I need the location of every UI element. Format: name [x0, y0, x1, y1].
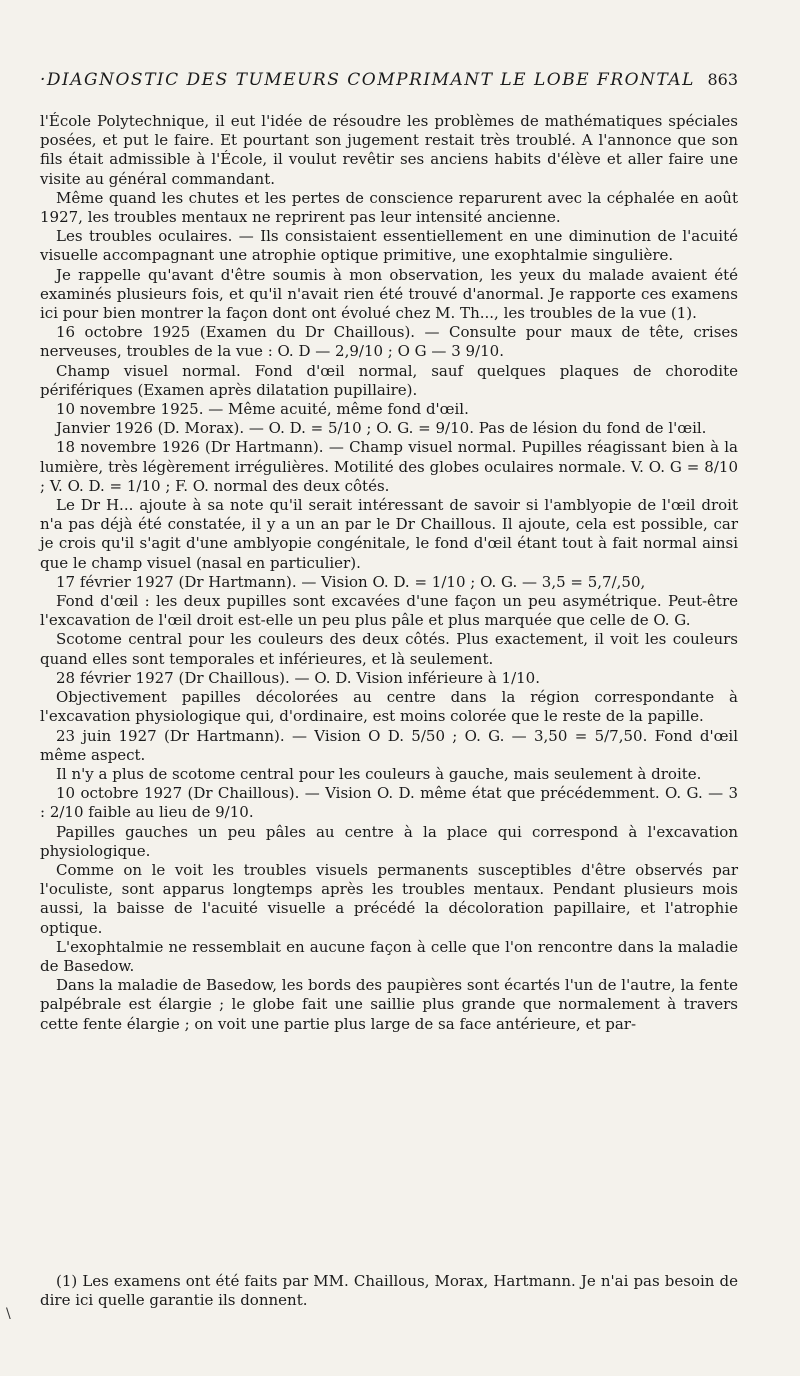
- paragraph: 10 novembre 1925. — Même acuité, même fond d'œil.: [56, 400, 469, 419]
- paragraph: 17 février 1927 (Dr Hartmann). — Vision O. D. = 1/10 ; O. G. — 3,5 = 5,7/,50,: [56, 572, 646, 591]
- paragraph: Dans la maladie de Basedow, les bords des paupières sont écartés l'un de l'autre, la fente palpébrale est élargie ; le globe fait une saillie plus grande que normalement à travers cette fente élargie ; on voit une partie plus large de sa face antérieure, et par-: [40, 976, 738, 1033]
- paragraph: Fond d'œil : les deux pupilles sont excavées d'une façon un peu asymétrique. Peut-être l'excavation de l'œil droit est-elle un peu plus pâle et plus marquée que celle de O. G.: [40, 592, 738, 630]
- paragraph: 18 novembre 1926 (Dr Hartmann). — Champ visuel normal. Pupilles réagissant bien à la lumière, très légèrement irrégulières. Motilité des globes oculaires normale. V. O. G = 8/10 ; V. O. D. = 1/10 ; F. O. normal des deux côtés.: [40, 438, 738, 495]
- paragraph: 23 juin 1927 (Dr Hartmann). — Vision O D. 5/50 ; O. G. — 3,50 = 5/7,50. Fond d'œil même aspect.: [40, 726, 738, 764]
- margin-mark: \: [6, 1306, 11, 1322]
- page-number: 863: [707, 70, 738, 89]
- paragraph: 10 octobre 1927 (Dr Chaillous). — Vision O. D. même état que précédemment. O. G. — 3 : 2/10 faible au lieu de 9/10.: [40, 784, 738, 822]
- body-text: [40, 112, 738, 1034]
- paragraph: L'exophtalmie ne ressemblait en aucune façon à celle que l'on rencontre dans la maladie de Basedow.: [40, 937, 738, 975]
- paragraph: Je rappelle qu'avant d'être soumis à mon observation, les yeux du malade avaient été examinés plusieurs fois, et qu'il n'avait rien été trouvé d'anormal. Je rapporte ces examens ici pour bien montrer la façon dont ont évolué chez M. Th..., les troubles de la vue (1).: [40, 265, 738, 323]
- footnote: (1) Les examens ont été faits par MM. Chaillous, Morax, Hartmann. Je n'ai pas besoin de dire ici quelle garantie ils donnent.: [40, 1272, 738, 1309]
- paragraph: Le Dr H... ajoute à sa note qu'il serait intéressant de savoir si l'amblyopie de l'œil droit n'a pas déjà été constatée, il y a un an par le Dr Chaillous. Il ajoute, cela est possible, car je crois qu'il s'agit d'une amblyopie congénitale, le fond d'œil étant tout à fait normal ainsi que le champ visuel (nasal en particulier).: [40, 496, 738, 572]
- paragraph: Papilles gauches un peu pâles au centre à la place qui correspond à l'excavation physiologique.: [40, 822, 738, 860]
- paragraph: Champ visuel normal. Fond d'œil normal, sauf quelques plaques de chorodite périfériques (Examen après dilatation pupillaire).: [40, 361, 738, 399]
- paragraph: Il n'y a plus de scotome central pour les couleurs à gauche, mais seulement à droite.: [56, 764, 702, 783]
- paragraph: Objectivement papilles décolorées au centre dans la région correspondante à l'excavation physiologique qui, d'ordinaire, est moins colorée que le reste de la papille.: [40, 688, 738, 726]
- paragraph: Les troubles oculaires. — Ils consistaient essentiellement en une diminution de l'acuité visuelle accompagnant une atrophie optique primitive, une exophtalmie singulière.: [40, 227, 738, 265]
- paragraph: Janvier 1926 (D. Morax). — O. D. = 5/10 ; O. G. = 9/10. Pas de lésion du fond de l'œil.: [56, 419, 707, 438]
- paragraph: Comme on le voit les troubles visuels permanents susceptibles d'être observés par l'oculiste, sont apparus longtemps après les troubles mentaux. Pendant plusieurs mois aussi, la baisse de l'acuité visuelle a précédé la décoloration papillaire, et l'atrophie optique.: [40, 860, 738, 937]
- paragraph: 16 octobre 1925 (Examen du Dr Chaillous). — Consulte pour maux de tête, crises nerveuses, troubles de la vue : O. D — 2,9/10 ; O G — 3 9/10.: [40, 323, 738, 361]
- paragraph: Scotome central pour les couleurs des deux côtés. Plus exactement, il voit les couleurs quand elles sont temporales et inférieures, et là seulement.: [40, 630, 738, 668]
- running-title: ·DIAGNOSTIC DES TUMEURS COMPRIMANT LE LOBE FRONTAL: [40, 70, 695, 90]
- paragraph: l'École Polytechnique, il eut l'idée de résoudre les problèmes de mathématiques spéciales posées, et put le faire. Et pourtant son jugement restait très troublé. A l'annonce que son fils était admissible à l'École, il voulut revêtir ses anciens habits d'élève et aller faire une visite au général commandant.: [40, 112, 738, 188]
- paragraph: Même quand les chutes et les pertes de conscience reparurent avec la céphalée en août 1927, les troubles mentaux ne reprirent pas leur intensité ancienne.: [40, 188, 738, 227]
- paragraph: 28 février 1927 (Dr Chaillous). — O. D. Vision inférieure à 1/10.: [56, 668, 540, 687]
- page-header: [40, 70, 738, 90]
